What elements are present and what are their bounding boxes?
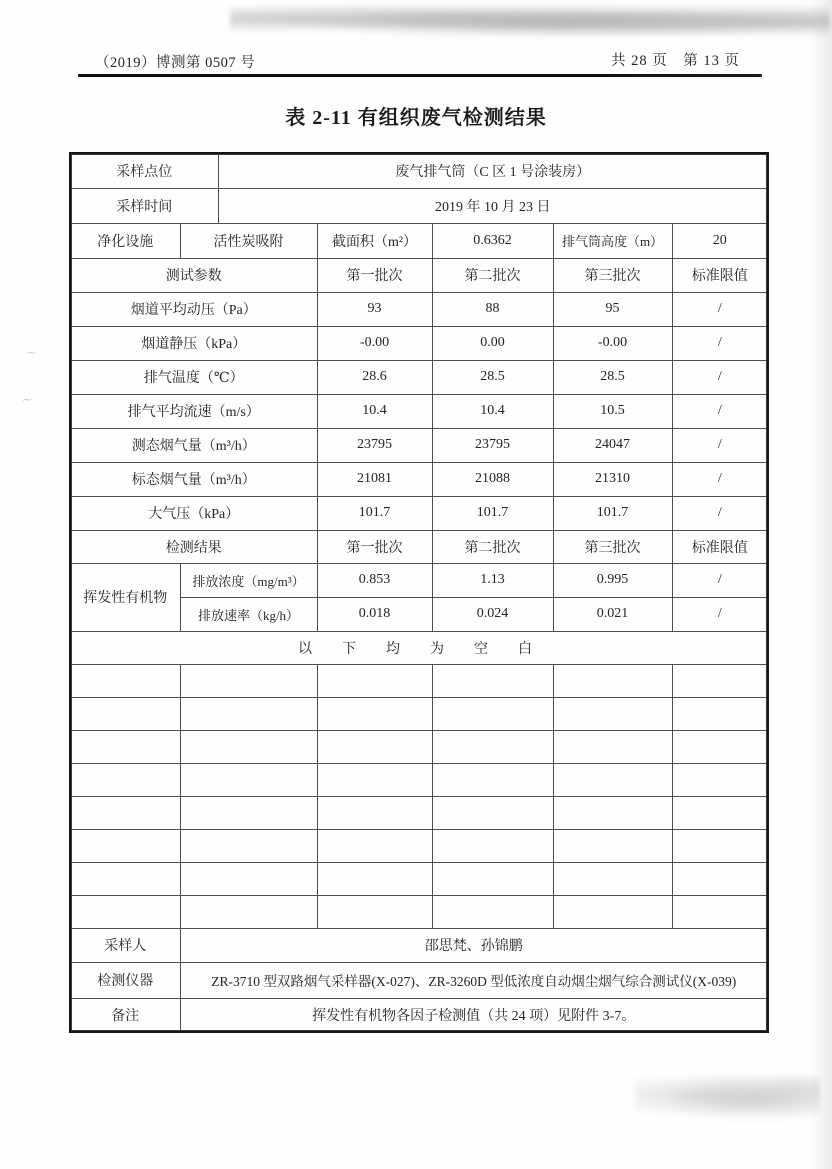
limit-header: 标准限值 xyxy=(672,530,768,563)
cross-section-label: 截面积（m²） xyxy=(317,223,432,258)
remark-value: 挥发性有机物各因子检测值（共 24 项）见附件 3-7。 xyxy=(180,998,768,1032)
row-exhaust-temperature xyxy=(70,360,768,394)
empty-row xyxy=(70,895,768,928)
row-sampler xyxy=(70,928,768,962)
voc-value: 1.13 xyxy=(432,563,553,597)
row-sampling-time xyxy=(70,188,768,223)
param-value: -0.00 xyxy=(553,326,672,360)
remark-label: 备注 xyxy=(70,998,180,1032)
header-rule xyxy=(78,74,762,77)
empty-row xyxy=(70,730,768,763)
empty-row xyxy=(70,664,768,697)
pencil-mark: 〜 xyxy=(25,347,38,361)
param-value: 21081 xyxy=(317,462,432,496)
row-measured-flue-gas xyxy=(70,428,768,462)
row-dynamic-pressure xyxy=(70,292,768,326)
param-limit: / xyxy=(672,326,768,360)
row-param-header xyxy=(70,258,768,292)
param-value: 101.7 xyxy=(432,496,553,530)
row-voc-concentration xyxy=(70,563,768,597)
batch2-header: 第二批次 xyxy=(432,258,553,292)
param-header-label: 测试参数 xyxy=(70,258,317,292)
table-title: 表 2-11 有组织废气检测结果 xyxy=(285,107,547,129)
blank-note: 以 下 均 为 空 白 xyxy=(70,631,768,664)
batch1-header: 第一批次 xyxy=(317,530,432,563)
report-number: （2019）博测第 0507 号 xyxy=(95,55,256,71)
param-limit: / xyxy=(672,292,768,326)
sampling-time-value: 2019 年 10 月 23 日 xyxy=(218,188,768,223)
purification-label: 净化设施 xyxy=(70,223,180,258)
empty-row xyxy=(70,697,768,730)
sampler-value: 邵思梵、孙锦鹏 xyxy=(180,928,768,962)
voc-value: 0.018 xyxy=(317,597,432,631)
param-limit: / xyxy=(672,360,768,394)
row-result-header xyxy=(70,530,768,563)
param-value: 101.7 xyxy=(317,496,432,530)
row-remark xyxy=(70,998,768,1032)
param-label: 烟道静压（kPa） xyxy=(70,326,317,360)
param-value: 88 xyxy=(432,292,553,326)
empty-row xyxy=(70,763,768,796)
empty-row xyxy=(70,829,768,862)
scan-artifact-top xyxy=(230,5,830,37)
row-blank-note xyxy=(70,631,768,664)
param-value: 10.5 xyxy=(553,394,672,428)
param-value: 93 xyxy=(317,292,432,326)
emission-results-table xyxy=(69,152,769,1033)
voc-value: 0.021 xyxy=(553,597,672,631)
row-instrument xyxy=(70,962,768,998)
param-value: 28.6 xyxy=(317,360,432,394)
voc-label: 挥发性有机物 xyxy=(70,563,180,631)
sampling-time-label: 采样时间 xyxy=(70,188,218,223)
param-value: 23795 xyxy=(317,428,432,462)
param-value: 24047 xyxy=(553,428,672,462)
purification-value: 活性炭吸附 xyxy=(180,223,317,258)
sampling-point-label: 采样点位 xyxy=(70,153,218,188)
param-label: 标态烟气量（m³/h） xyxy=(70,462,317,496)
param-value: 101.7 xyxy=(553,496,672,530)
param-value: -0.00 xyxy=(317,326,432,360)
row-static-pressure xyxy=(70,326,768,360)
row-sampling-point xyxy=(70,153,768,188)
batch3-header: 第三批次 xyxy=(553,258,672,292)
voc-limit: / xyxy=(672,597,768,631)
page-indicator: 共 28 页 第 13 页 xyxy=(611,53,740,69)
batch2-header: 第二批次 xyxy=(432,530,553,563)
param-label: 排气平均流速（m/s） xyxy=(70,394,317,428)
param-label: 排气温度（℃） xyxy=(70,360,317,394)
param-value: 21088 xyxy=(432,462,553,496)
stack-height-label: 排气筒高度（m） xyxy=(553,223,672,258)
empty-row xyxy=(70,796,768,829)
row-standard-flue-gas xyxy=(70,462,768,496)
param-limit: / xyxy=(672,462,768,496)
voc-value: 0.995 xyxy=(553,563,672,597)
param-value: 10.4 xyxy=(317,394,432,428)
param-value: 28.5 xyxy=(553,360,672,394)
voc-limit: / xyxy=(672,563,768,597)
voc-row-label: 排放速率（kg/h） xyxy=(180,597,317,631)
row-flow-velocity xyxy=(70,394,768,428)
batch1-header: 第一批次 xyxy=(317,258,432,292)
limit-header: 标准限值 xyxy=(672,258,768,292)
instrument-value: ZR-3710 型双路烟气采样器(X-027)、ZR-3260D 型低浓度自动烟尘烟气综合测试仪(X-039) xyxy=(180,962,768,998)
voc-row-label: 排放浓度（mg/m³） xyxy=(180,563,317,597)
cross-section-value: 0.6362 xyxy=(432,223,553,258)
param-value: 28.5 xyxy=(432,360,553,394)
param-limit: / xyxy=(672,496,768,530)
param-label: 测态烟气量（m³/h） xyxy=(70,428,317,462)
empty-row xyxy=(70,862,768,895)
instrument-label: 检测仪器 xyxy=(70,962,180,998)
result-header-label: 检测结果 xyxy=(70,530,317,563)
param-label: 大气压（kPa） xyxy=(70,496,317,530)
param-value: 23795 xyxy=(432,428,553,462)
row-purification xyxy=(70,223,768,258)
batch3-header: 第三批次 xyxy=(553,530,672,563)
param-value: 10.4 xyxy=(432,394,553,428)
voc-value: 0.853 xyxy=(317,563,432,597)
voc-value: 0.024 xyxy=(432,597,553,631)
param-value: 95 xyxy=(553,292,672,326)
sampling-point-value: 废气排气筒（C 区 1 号涂装房） xyxy=(218,153,768,188)
param-label: 烟道平均动压（Pa） xyxy=(70,292,317,326)
row-atmospheric-pressure xyxy=(70,496,768,530)
param-limit: / xyxy=(672,428,768,462)
param-limit: / xyxy=(672,394,768,428)
pencil-mark: 〜 xyxy=(21,394,34,408)
param-value: 21310 xyxy=(553,462,672,496)
stack-height-value: 20 xyxy=(672,223,768,258)
scan-artifact-right-edge xyxy=(810,0,832,1169)
sampler-label: 采样人 xyxy=(70,928,180,962)
scan-artifact-bottom xyxy=(635,1076,820,1124)
param-value: 0.00 xyxy=(432,326,553,360)
